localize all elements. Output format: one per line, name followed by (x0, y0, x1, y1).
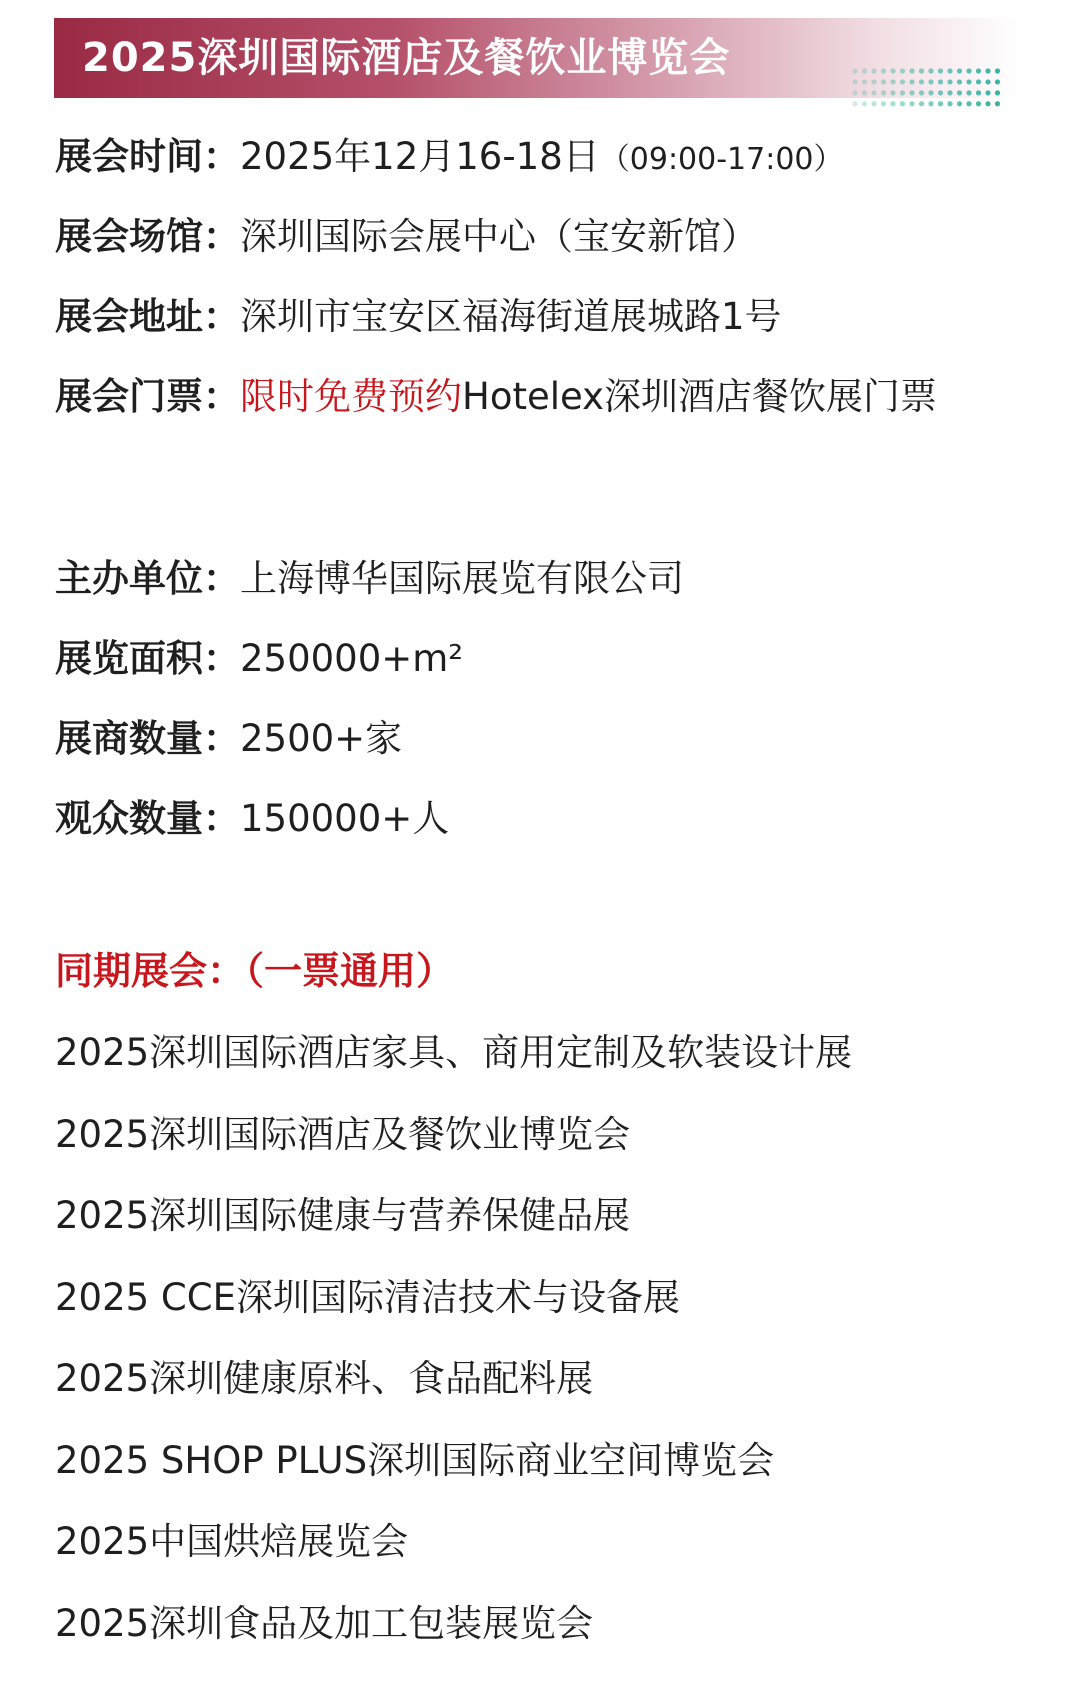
dot-mark (947, 90, 952, 95)
dot-mark (976, 79, 981, 84)
info-value-venue: 深圳国际会展中心（宝安新馆） (240, 215, 758, 258)
dot-mark (890, 79, 895, 84)
dot-mark (852, 68, 857, 73)
dot-mark (852, 101, 857, 106)
dot-mark (938, 79, 943, 84)
info-label-address: 展会地址： (55, 295, 240, 338)
dot-mark (871, 79, 876, 84)
dot-mark (890, 68, 895, 73)
info-value-area: 250000+m² (240, 637, 464, 680)
dot-mark (919, 90, 924, 95)
dot-mark (881, 68, 886, 73)
ticket-free-link[interactable]: 限时免费预约 (240, 375, 462, 418)
dot-mark (900, 101, 905, 106)
info-value-visitors: 150000+人 (240, 797, 450, 840)
dot-mark (909, 79, 914, 84)
dot-mark (976, 68, 981, 73)
dot-mark (919, 101, 924, 106)
dot-mark (966, 68, 971, 73)
dot-mark (871, 68, 876, 73)
dot-mark (928, 101, 933, 106)
dot-mark (995, 79, 1000, 84)
dot-mark (862, 90, 867, 95)
dot-mark (976, 101, 981, 106)
dot-mark (890, 101, 895, 106)
dot-mark (890, 90, 895, 95)
dot-mark (862, 79, 867, 84)
info-row-area (55, 618, 1035, 700)
dot-mark (947, 101, 952, 106)
info-row-ticket (55, 356, 1035, 438)
list-item: 2025深圳健康原料、食品配料展 (55, 1357, 594, 1400)
dot-mark (966, 79, 971, 84)
dot-mark (995, 68, 1000, 73)
concurrent-section-title: 同期展会：（一票通用） (55, 949, 455, 993)
info-value-address: 深圳市宝安区福海街道展城路1号 (240, 295, 782, 338)
dot-mark (881, 90, 886, 95)
dot-mark (957, 79, 962, 84)
dot-mark (862, 101, 867, 106)
list-item: 2025 SHOP PLUS深圳国际商业空间博览会 (55, 1438, 775, 1482)
list-item: 2025深圳国际健康与营养保健品展 (55, 1194, 631, 1237)
list-item: 2025深圳国际酒店及餐饮业博览会 (55, 1112, 631, 1156)
dot-mark (909, 68, 914, 73)
dot-mark (881, 79, 886, 84)
dot-mark (900, 68, 905, 73)
concurrent-expo-list (55, 1012, 852, 1664)
info-label-area: 展览面积： (55, 637, 240, 680)
info-label-exhibitors: 展商数量： (55, 717, 240, 760)
dot-mark (985, 101, 990, 106)
info-row-organizer (55, 538, 1035, 620)
dot-mark (919, 79, 924, 84)
dot-mark (995, 90, 1000, 95)
info-value-exhibitors: 2500+家 (240, 717, 403, 760)
info-label-visitors: 观众数量： (55, 797, 240, 840)
dot-mark (938, 90, 943, 95)
info-label-venue: 展会场馆： (55, 215, 240, 258)
dot-mark (947, 79, 952, 84)
info-value-time: 2025年12月16-18日 (240, 135, 600, 178)
dot-mark (985, 68, 990, 73)
info-value-organizer: 上海博华国际展览有限公司 (240, 557, 684, 600)
dot-mark (928, 90, 933, 95)
info-value-time-hours: （09:00-17:00） (599, 142, 844, 177)
info-row-venue (55, 196, 1035, 278)
dot-mark (909, 101, 914, 106)
list-item: 2025 CCE深圳国际清洁技术与设备展 (55, 1275, 680, 1319)
info-row-address (55, 276, 1035, 358)
dot-mark (928, 79, 933, 84)
page-title: 2025深圳国际酒店及餐饮业博览会 (82, 35, 731, 81)
info-row-visitors (55, 778, 1035, 860)
dot-mark (900, 90, 905, 95)
dot-mark (938, 68, 943, 73)
list-item: 2025中国烘焙展览会 (55, 1520, 409, 1563)
dot-mark (919, 68, 924, 73)
dots-decoration-icon (850, 66, 1010, 114)
dot-mark (871, 101, 876, 106)
dot-mark (862, 68, 867, 73)
dot-mark (966, 101, 971, 106)
dot-mark (985, 79, 990, 84)
dot-mark (938, 101, 943, 106)
list-item: 2025深圳食品及加工包装展览会 (55, 1601, 594, 1645)
dot-mark (966, 90, 971, 95)
dot-mark (957, 68, 962, 73)
info-label-time: 展会时间： (55, 135, 240, 178)
dot-mark (995, 101, 1000, 106)
info-row-exhibitors (55, 698, 1035, 780)
dot-mark (881, 101, 886, 106)
dot-mark (852, 79, 857, 84)
dot-mark (900, 79, 905, 84)
dot-mark (957, 90, 962, 95)
dot-mark (871, 90, 876, 95)
list-item: 2025深圳国际酒店家具、商用定制及软装设计展 (55, 1031, 853, 1074)
dot-mark (928, 68, 933, 73)
dot-mark (957, 101, 962, 106)
info-value-ticket: Hotelex深圳酒店餐饮展门票 (462, 375, 938, 418)
info-label-organizer: 主办单位： (55, 557, 240, 600)
dot-mark (985, 90, 990, 95)
info-label-ticket: 展会门票： (55, 375, 240, 418)
info-row-time (55, 116, 1035, 201)
dot-mark (852, 90, 857, 95)
dot-mark (976, 90, 981, 95)
dot-mark (947, 68, 952, 73)
dot-mark (909, 90, 914, 95)
